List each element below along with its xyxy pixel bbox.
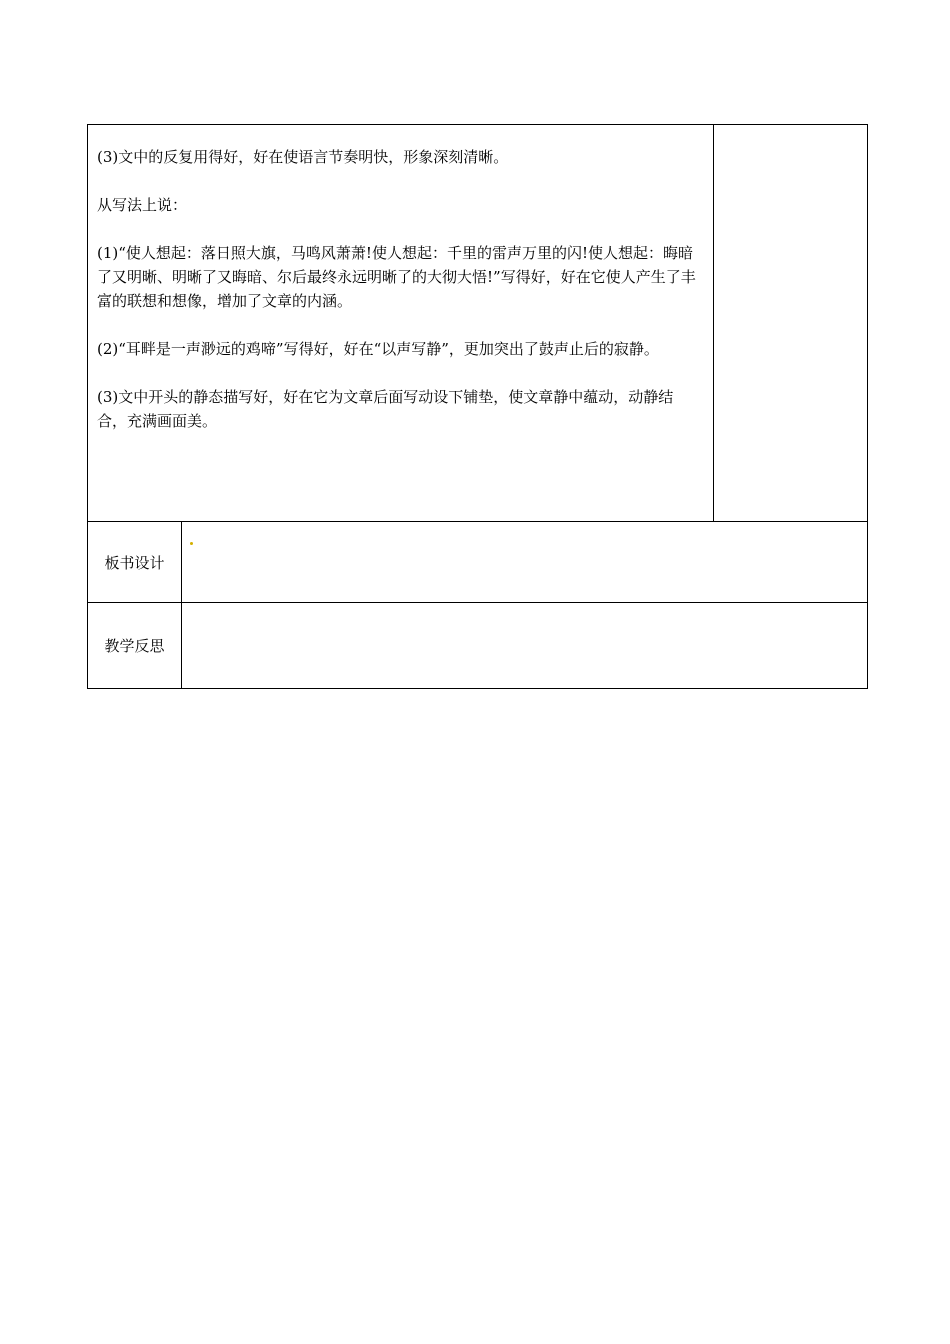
teaching-reflection-content-cell: [182, 603, 868, 689]
teaching-reflection-label: 教学反思: [104, 637, 165, 655]
board-design-label-cell: [88, 522, 182, 603]
content-row: [88, 125, 868, 522]
lesson-table: [87, 124, 868, 689]
content-cell: [88, 125, 714, 522]
teaching-reflection-label-cell: [88, 603, 182, 689]
content-paragraph: (1)“使人想起：落日照大旗，马鸣风萧萧!使人想起：千里的雷声万里的闪!使人想起：晦暗了又明晰、明晰了又晦暗、尔后最终永远明晰了的大彻大悟!”写得好，好在它使人产生了丰富的联想和想像，增加了文章的内涵。: [97, 244, 696, 310]
mark-dot: [190, 542, 193, 545]
teaching-reflection-row: [88, 603, 868, 689]
side-notes-cell: [714, 125, 868, 522]
content-paragraph: 从写法上说：: [97, 196, 188, 214]
content-paragraph: (2)“耳畔是一声渺远的鸡啼”写得好，好在“以声写静”，更加突出了鼓声止后的寂静。: [97, 340, 659, 358]
board-design-row: [88, 522, 868, 603]
content-paragraph: (3)文中开头的静态描写好，好在它为文章后面写动设下铺垫，使文章静中蕴动，动静结合，充满画面美。: [97, 388, 674, 430]
board-design-content-cell: [182, 522, 868, 603]
board-design-label: 板书设计: [104, 553, 165, 572]
content-paragraph: (3)文中的反复用得好，好在使语言节奏明快，形象深刻清晰。: [97, 148, 509, 166]
content-text-block: [88, 125, 713, 433]
